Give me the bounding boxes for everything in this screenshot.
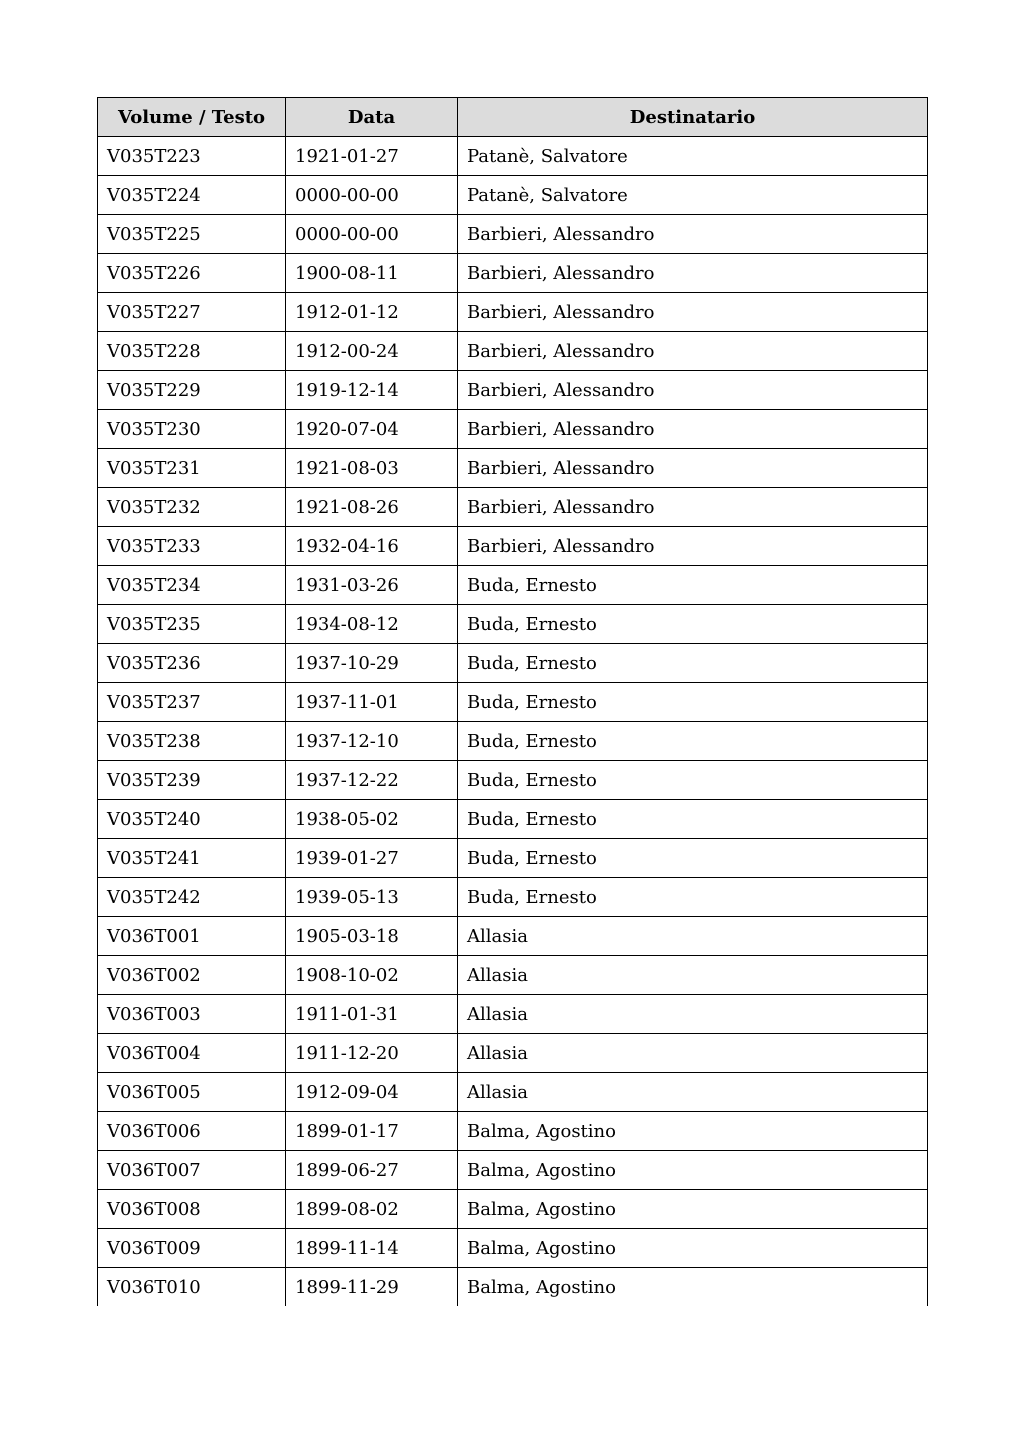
table-row: [98, 449, 928, 488]
cell-volume-testo: V035T234: [98, 566, 286, 605]
table-row: [98, 683, 928, 722]
table-header-row: [98, 98, 928, 137]
cell-data: 1912-09-04: [286, 1073, 458, 1112]
cell-destinatario: Allasia: [458, 917, 928, 956]
cell-data: 1900-08-11: [286, 254, 458, 293]
cell-volume-testo: V036T009: [98, 1229, 286, 1268]
cell-volume-testo: V035T231: [98, 449, 286, 488]
cell-volume-testo: V036T005: [98, 1073, 286, 1112]
cell-destinatario: Buda, Ernesto: [458, 566, 928, 605]
cell-data: 1899-01-17: [286, 1112, 458, 1151]
cell-data: 1931-03-26: [286, 566, 458, 605]
letters-table: [97, 97, 928, 1306]
cell-data: 1905-03-18: [286, 917, 458, 956]
cell-volume-testo: V035T227: [98, 293, 286, 332]
table-row: [98, 488, 928, 527]
table-row: [98, 1073, 928, 1112]
cell-volume-testo: V036T002: [98, 956, 286, 995]
cell-destinatario: Allasia: [458, 1034, 928, 1073]
cell-volume-testo: V035T241: [98, 839, 286, 878]
table-row: [98, 137, 928, 176]
cell-data: 1921-08-26: [286, 488, 458, 527]
table-row: [98, 176, 928, 215]
cell-data: 1939-01-27: [286, 839, 458, 878]
cell-data: 1911-01-31: [286, 995, 458, 1034]
cell-volume-testo: V035T225: [98, 215, 286, 254]
cell-destinatario: Buda, Ernesto: [458, 683, 928, 722]
cell-data: 1921-01-27: [286, 137, 458, 176]
cell-data: 1937-11-01: [286, 683, 458, 722]
cell-destinatario: Barbieri, Alessandro: [458, 527, 928, 566]
cell-data: 1939-05-13: [286, 878, 458, 917]
cell-destinatario: Buda, Ernesto: [458, 605, 928, 644]
table-row: [98, 1268, 928, 1307]
cell-destinatario: Balma, Agostino: [458, 1151, 928, 1190]
cell-destinatario: Buda, Ernesto: [458, 839, 928, 878]
cell-volume-testo: V036T007: [98, 1151, 286, 1190]
cell-data: 1937-10-29: [286, 644, 458, 683]
cell-destinatario: Buda, Ernesto: [458, 644, 928, 683]
column-header-volume-testo: Volume / Testo: [98, 98, 286, 137]
table-row: [98, 956, 928, 995]
table-row: [98, 332, 928, 371]
table-row: [98, 215, 928, 254]
table-row: [98, 254, 928, 293]
cell-data: 1937-12-10: [286, 722, 458, 761]
cell-destinatario: Buda, Ernesto: [458, 800, 928, 839]
cell-volume-testo: V035T223: [98, 137, 286, 176]
cell-volume-testo: V035T229: [98, 371, 286, 410]
table-row: [98, 722, 928, 761]
cell-destinatario: Buda, Ernesto: [458, 761, 928, 800]
cell-destinatario: Allasia: [458, 995, 928, 1034]
table-row: [98, 1229, 928, 1268]
cell-destinatario: Buda, Ernesto: [458, 722, 928, 761]
table-row: [98, 917, 928, 956]
table-row: [98, 1190, 928, 1229]
cell-volume-testo: V036T008: [98, 1190, 286, 1229]
cell-destinatario: Allasia: [458, 956, 928, 995]
table-row: [98, 293, 928, 332]
table-row: [98, 839, 928, 878]
cell-destinatario: Patanè, Salvatore: [458, 137, 928, 176]
table-row: [98, 371, 928, 410]
cell-data: 1937-12-22: [286, 761, 458, 800]
cell-destinatario: Balma, Agostino: [458, 1229, 928, 1268]
table-row: [98, 1151, 928, 1190]
cell-data: 0000-00-00: [286, 215, 458, 254]
cell-volume-testo: V035T224: [98, 176, 286, 215]
cell-destinatario: Balma, Agostino: [458, 1190, 928, 1229]
cell-data: 1912-01-12: [286, 293, 458, 332]
cell-data: 1934-08-12: [286, 605, 458, 644]
cell-volume-testo: V036T010: [98, 1268, 286, 1307]
cell-data: 1899-06-27: [286, 1151, 458, 1190]
cell-data: 1899-11-29: [286, 1268, 458, 1307]
table-row: [98, 527, 928, 566]
cell-volume-testo: V035T233: [98, 527, 286, 566]
cell-data: 1908-10-02: [286, 956, 458, 995]
table-row: [98, 1112, 928, 1151]
cell-volume-testo: V035T232: [98, 488, 286, 527]
table-row: [98, 644, 928, 683]
cell-volume-testo: V035T228: [98, 332, 286, 371]
cell-data: 1912-00-24: [286, 332, 458, 371]
cell-destinatario: Barbieri, Alessandro: [458, 371, 928, 410]
cell-destinatario: Barbieri, Alessandro: [458, 488, 928, 527]
cell-data: 1911-12-20: [286, 1034, 458, 1073]
cell-volume-testo: V036T006: [98, 1112, 286, 1151]
cell-destinatario: Allasia: [458, 1073, 928, 1112]
cell-volume-testo: V036T003: [98, 995, 286, 1034]
cell-volume-testo: V036T001: [98, 917, 286, 956]
cell-data: 1932-04-16: [286, 527, 458, 566]
table-row: [98, 995, 928, 1034]
cell-volume-testo: V035T235: [98, 605, 286, 644]
table-row: [98, 566, 928, 605]
cell-destinatario: Barbieri, Alessandro: [458, 410, 928, 449]
cell-destinatario: Barbieri, Alessandro: [458, 215, 928, 254]
cell-data: 1899-11-14: [286, 1229, 458, 1268]
table-row: [98, 800, 928, 839]
cell-destinatario: Barbieri, Alessandro: [458, 254, 928, 293]
cell-destinatario: Balma, Agostino: [458, 1112, 928, 1151]
cell-volume-testo: V035T237: [98, 683, 286, 722]
cell-volume-testo: V035T240: [98, 800, 286, 839]
cell-data: 1899-08-02: [286, 1190, 458, 1229]
table-row: [98, 605, 928, 644]
cell-volume-testo: V035T226: [98, 254, 286, 293]
cell-volume-testo: V035T242: [98, 878, 286, 917]
cell-volume-testo: V036T004: [98, 1034, 286, 1073]
cell-data: 1921-08-03: [286, 449, 458, 488]
table-body: [98, 137, 928, 1307]
column-header-destinatario: Destinatario: [458, 98, 928, 137]
cell-data: 1938-05-02: [286, 800, 458, 839]
cell-destinatario: Barbieri, Alessandro: [458, 293, 928, 332]
cell-data: 0000-00-00: [286, 176, 458, 215]
cell-volume-testo: V035T230: [98, 410, 286, 449]
cell-volume-testo: V035T238: [98, 722, 286, 761]
cell-volume-testo: V035T236: [98, 644, 286, 683]
cell-destinatario: Buda, Ernesto: [458, 878, 928, 917]
table-row: [98, 410, 928, 449]
cell-volume-testo: V035T239: [98, 761, 286, 800]
column-header-data: Data: [286, 98, 458, 137]
cell-data: 1920-07-04: [286, 410, 458, 449]
cell-destinatario: Patanè, Salvatore: [458, 176, 928, 215]
cell-destinatario: Barbieri, Alessandro: [458, 449, 928, 488]
cell-data: 1919-12-14: [286, 371, 458, 410]
table-row: [98, 761, 928, 800]
table-row: [98, 878, 928, 917]
cell-destinatario: Barbieri, Alessandro: [458, 332, 928, 371]
table-row: [98, 1034, 928, 1073]
cell-destinatario: Balma, Agostino: [458, 1268, 928, 1307]
table-header: [98, 98, 928, 137]
